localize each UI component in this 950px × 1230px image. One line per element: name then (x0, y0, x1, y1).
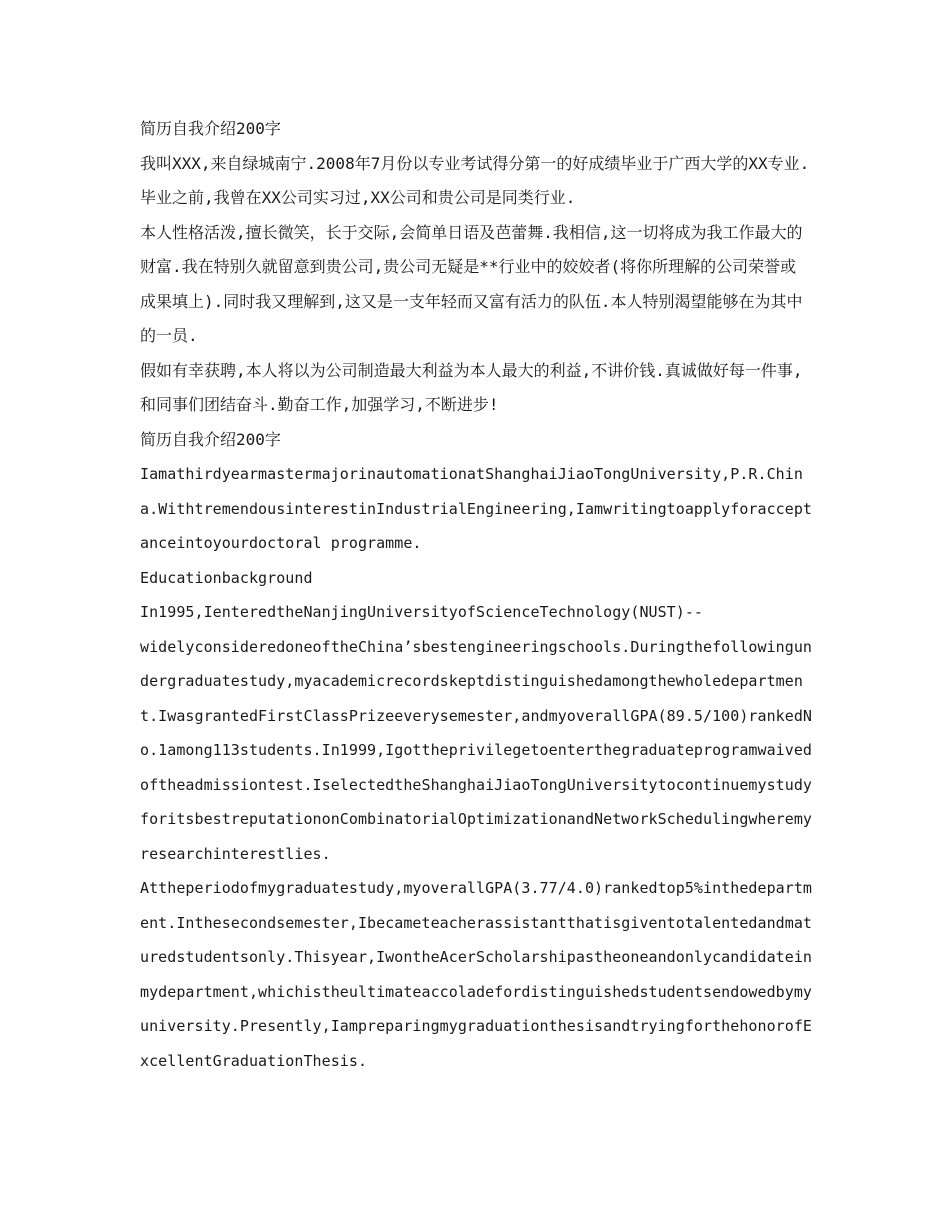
paragraph-commitment-cn: 假如有幸获聘,本人将以为公司制造最大利益为本人最大的利益,不讲价钱.真诚做好每一件事,和同事们团结奋斗.勤奋工作,加强学习,不断进步! (140, 360, 803, 414)
paragraph-undergraduate-record: widelyconsideredoneoftheChina’sbestengineeringschools.Duringthefollowingundergraduatestudy,myacademicrecordskeptdistinguishedamongthewholedepartment.IwasgrantedFirstClassPrizeeverysemester,andmyoverallGPA(89.5/100)rankedNo.1among113students.In1999,Igottheprivilegetoenterthegraduateprogramwaivedoftheadmissiontest.IselectedtheShanghaiJiaoTongUniversitytocontinuemystudyforitsbestreputationonCombinatorialOptimizationandNetworkSchedulingwheremyresearchinterestlies. (140, 637, 812, 863)
paragraph-graduate-study: Attheperiodofmygraduatestudy,myoverallGPA(3.77/4.0)rankedtop5%inthedepartment.Inthesecondsemester,Ibecameteacherassistantthatisgiventotalentedandmaturedstudentsonly.Thisyear,IwontheAcerScholarshipastheoneandonlycandidateinmydepartment,whichistheultimateaccoladefordistinguishedstudentsendowedbymyuniversity.Presently,IampreparingmygraduationthesisandtryingforthehonorofExcellentGraduationThesis. (140, 879, 812, 1070)
document-body (140, 112, 812, 1078)
section-heading-cn: 简历自我介绍200字 (140, 119, 281, 138)
section-heading-education: Educationbackground (140, 568, 313, 587)
section-heading-cn-repeat: 简历自我介绍200字 (140, 429, 281, 449)
paragraph-education-start: In1995,IenteredtheNanjingUniversityofScienceTechnology(NUST)-- (140, 603, 704, 621)
paragraph-personality-cn: 本人性格活泼,擅长微笑，长于交际,会简单日语及芭蕾舞.我相信,这一切将成为我工作最大的财富.我在特别久就留意到贵公司,贵公司无疑是**行业中的姣姣者(将你所理解的公司荣誉或成果填上).同时我又理解到,这又是一支年轻而又富有活力的队伍.本人特别渴望能够在为其中的一员. (140, 222, 803, 345)
paragraph-intro-en: IamathirdyearmastermajorinautomationatShanghaiJiaoTongUniversity,P.R.China.WithtremendousinterestinIndustrialEngineering,Iamwritingtoapplyforacceptanceintoyourdoctoral programme. (140, 465, 812, 552)
paragraph-intro-cn: 我叫XXX,来自绿城南宁.2008年7月份以专业考试得分第一的好成绩毕业于广西大学的XX专业.毕业之前,我曾在XX公司实习过,XX公司和贵公司是同类行业. (140, 153, 810, 207)
